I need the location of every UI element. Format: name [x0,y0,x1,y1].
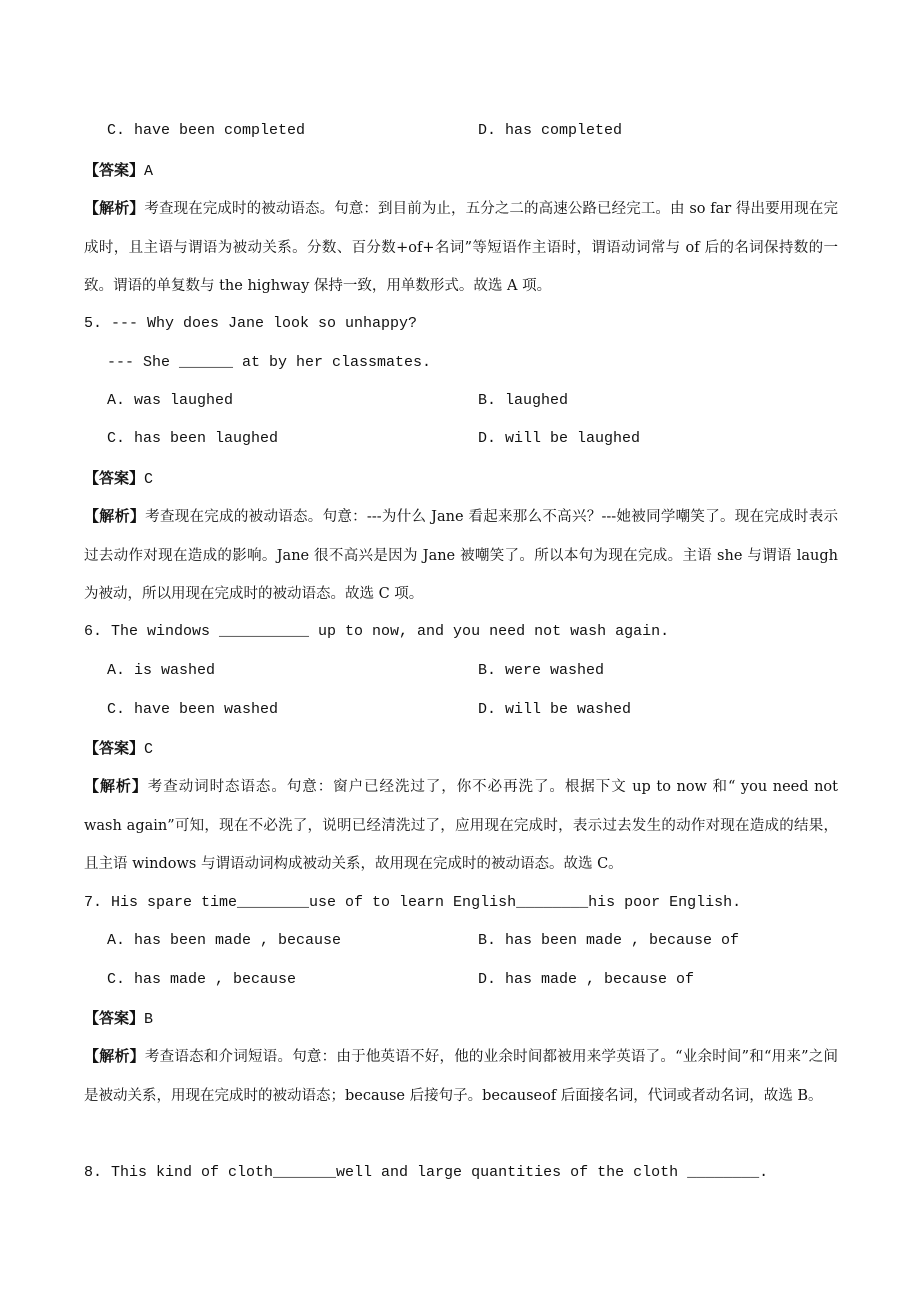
q4-option-c: C. have been completed [107,122,306,139]
explain-text: 考查语态和介词短语。句意：由于他英语不好，他的业余时间都被用来学英语了。“业余时间”和“用来”之间是被动关系，用现在完成时的被动语态；because 后接句子。becauseof 后面接名词，代词或者动名词，故选 B。 [84,1049,838,1104]
explain-tag: 【解析】 [84,199,145,217]
explain-tag: 【解析】 [84,1047,145,1065]
q8-stem: 8. This kind of cloth_______well and large quantities of the cloth ________. [84,1164,769,1181]
q5-option-a: A. was laughed [107,392,234,409]
explain-text: 考查动词时态语态。句意：窗户已经洗过了，你不必再洗了。根据下文 up to now 和“ you need not wash again”可知，现在不必洗了，说明已经清洗过了，应用现在完成时，表示过去发生的动作对现在造成的结果，且主语 windows 与谓语动词构成被动关系，故用现在完成时的被动语态。故选 C。 [84,779,838,872]
q5-answer [84,468,836,490]
q5-stem-line2: --- She ______ at by her classmates. [107,354,432,371]
q7-option-b: B. has been made , because of [478,932,740,949]
answer-value: B [144,1011,154,1028]
answer-tag: 【答案】 [84,161,145,179]
q6-option-d: D. will be washed [478,701,632,718]
q5-option-d: D. will be laughed [478,430,641,447]
q7-explanation [84,1037,838,1115]
answer-tag: 【答案】 [84,739,145,757]
q4-explanation [84,189,838,306]
q6-option-c: C. have been washed [107,701,279,718]
q7-answer [84,1008,836,1030]
q6-answer [84,738,836,760]
q7-stem: 7. His spare time________use of to learn English________his poor English. [84,894,742,911]
explain-tag: 【解析】 [84,777,148,795]
explain-text: 考查现在完成时的被动语态。句意：到目前为止，五分之二的高速公路已经完工。由 so far 得出要用现在完成时，且主语与谓语为被动关系。分数、百分数+of+名词”等短语作主语时，谓语动词常与 of 后的名词保持数的一致。谓语的单复数与 the highway 保持一致，用单数形式。故选 A 项。 [84,201,838,294]
q7-option-c: C. has made , because [107,971,297,988]
q5-option-b: B. laughed [478,392,569,409]
q6-option-a: A. is washed [107,662,216,679]
q5-option-c: C. has been laughed [107,430,279,447]
q7-option-d: D. has made , because of [478,971,695,988]
q5-explanation [84,497,838,614]
answer-value: C [144,741,154,758]
answer-value: A [144,163,154,180]
q4-answer [84,160,836,182]
q6-explanation [84,767,838,884]
q6-option-b: B. were washed [478,662,605,679]
q4-option-d: D. has completed [478,122,623,139]
answer-value: C [144,471,154,488]
q7-option-a: A. has been made , because [107,932,342,949]
answer-tag: 【答案】 [84,1009,145,1027]
explain-tag: 【解析】 [84,507,146,525]
q5-stem-line1: 5. --- Why does Jane look so unhappy? [84,315,418,332]
q6-stem: 6. The windows __________ up to now, and you need not wash again. [84,623,670,640]
explain-text: 考查现在完成的被动语态。句意：---为什么 Jane 看起来那么不高兴？---她被同学嘲笑了。现在完成时表示过去动作对现在造成的影响。Jane 很不高兴是因为 Jane 被嘲笑了。所以本句为现在完成。主语 she 与谓语 laugh 为被动，所以用现在完成时的被动语态。故选 C 项。 [84,509,838,602]
answer-tag: 【答案】 [84,469,145,487]
